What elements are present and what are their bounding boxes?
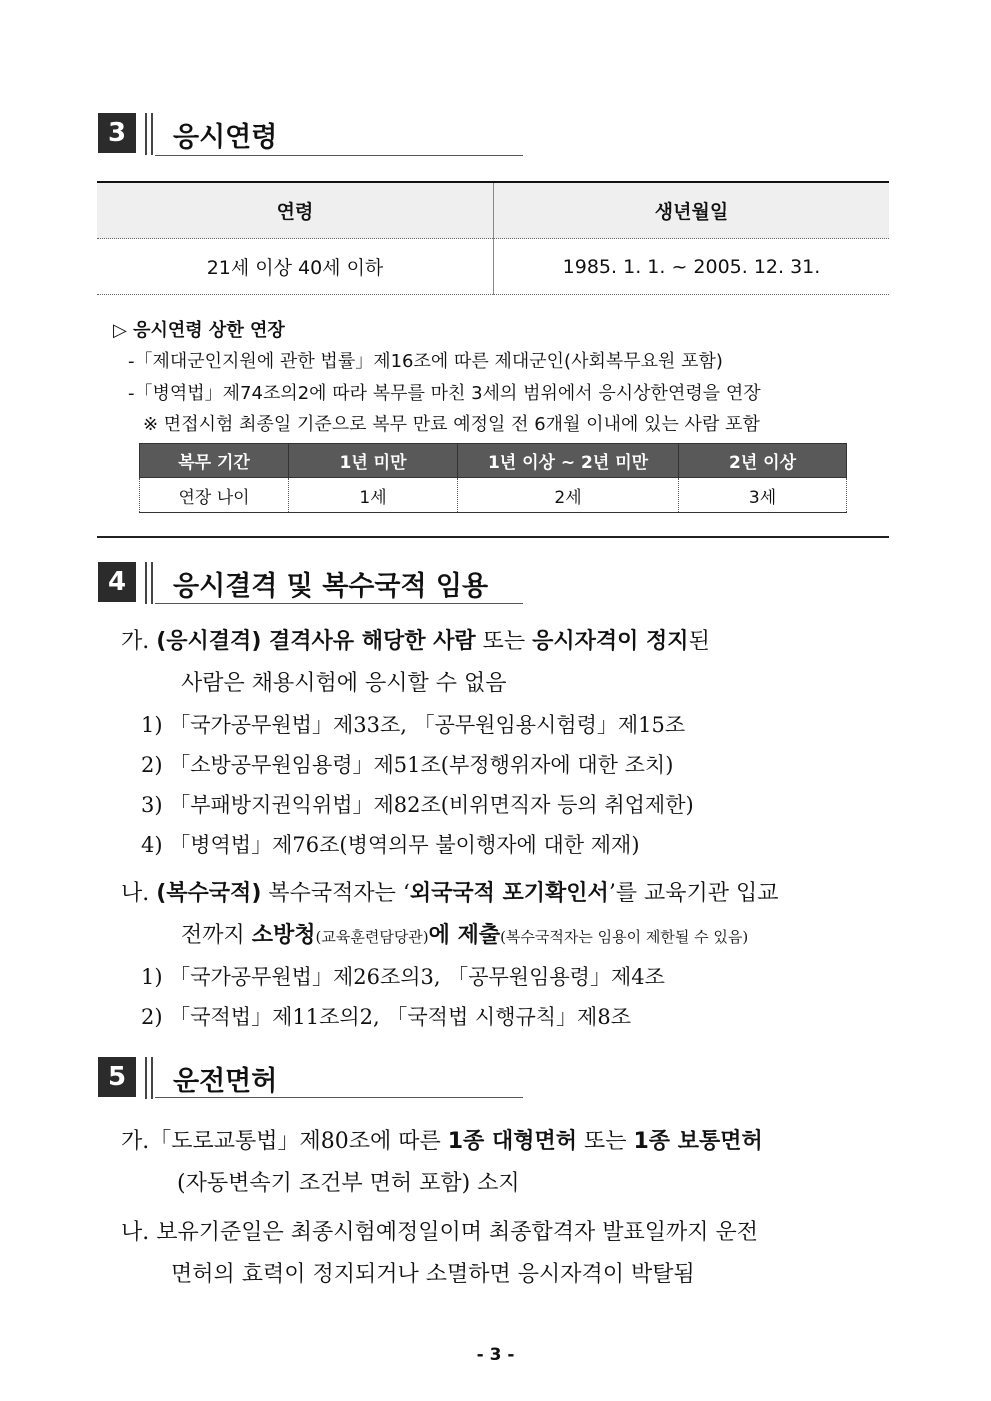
s4-ga-mid: 또는 [475, 629, 533, 654]
section-4-title: 응시결격 및 복수국적 임용 [173, 571, 489, 602]
s4-ga-bold-1: (응시결격) 결격사유 해당한 사람 [156, 629, 476, 654]
section-5-bars [145, 1057, 153, 1099]
s5-ga-bold-2: 1종 보통면허 [633, 1129, 763, 1154]
s4-ga-bold-2: 응시자격이 정지 [532, 629, 689, 654]
ext-header-1to2: 1년 이상 ~ 2년 미만 [458, 444, 679, 478]
s5-ga-mid: 또는 [576, 1129, 634, 1154]
s4-na-l2-small-1: (교육훈련담당관) [315, 928, 429, 946]
age-cell-birth: 1985. 1. 1. ~ 2005. 12. 31. [494, 239, 890, 295]
age-header-age: 연령 [97, 182, 494, 239]
s4-ga-suffix: 된 [688, 629, 710, 654]
section-3-underline [155, 155, 523, 156]
s4-na-suffix: ’를 교육기관 입교 [608, 881, 779, 906]
s4-na-mid: 복수국적자는 ‘ [261, 881, 410, 906]
s4-ga-prefix: 가. [121, 629, 157, 654]
section-5-underline [155, 1097, 523, 1098]
ext-cell-label: 연장 나이 [140, 478, 289, 513]
section-4-underline [155, 603, 523, 604]
age-cell-age: 21세 이상 40세 이하 [97, 239, 494, 295]
s4-ga-line-2: 사람은 채용시험에 응시할 수 없음 [181, 671, 507, 696]
extension-heading: ▷ 응시연령 상한 연장 [113, 320, 285, 341]
ext-header-over2: 2년 이상 [679, 444, 847, 478]
s4-na-bold-1: (복수국적) [156, 881, 262, 906]
s4-na-bold-2: 외국국적 포기확인서 [409, 881, 609, 906]
s4-ga-line-1 [121, 624, 710, 655]
section-4-number: 4 [98, 562, 136, 602]
section-4-bars [145, 562, 153, 604]
page-number: - 3 - [476, 1345, 515, 1365]
s5-ga-line-1 [121, 1124, 763, 1155]
section-5-title: 운전면허 [173, 1066, 278, 1097]
age-header-birth: 생년월일 [494, 182, 890, 239]
s4-ga-item-3: 3) 「부패방지권익위법」제82조(비위면직자 등의 취업제한) [141, 793, 694, 817]
s4-ga-item-4: 4) 「병역법」제76조(병역의무 불이행자에 대한 제재) [141, 833, 640, 857]
s4-na-l2-bold-2: 에 제출 [428, 923, 501, 948]
s4-ga-item-1: 1) 「국가공무원법」제33조, 「공무원임용시험령」제15조 [141, 713, 686, 737]
extension-table [139, 443, 847, 513]
age-table [97, 181, 889, 295]
ext-cell-3: 3세 [679, 478, 847, 513]
s5-na-line-1: 나. 보유기준일은 최종시험예정일이며 최종합격자 발표일까지 운전 [121, 1220, 759, 1245]
section-divider [97, 536, 889, 538]
extension-line-1: -「제대군인지원에 관한 법률」제16조에 따른 제대군인(사회복무요원 포함) [128, 351, 723, 372]
ext-cell-2: 2세 [458, 478, 679, 513]
section-3-number: 3 [98, 113, 136, 153]
s4-na-item-1: 1) 「국가공무원법」제26조의3, 「공무원임용령」제4조 [141, 965, 665, 989]
s5-na-line-2: 면허의 효력이 정지되거나 소멸하면 응시자격이 박탈됨 [171, 1262, 695, 1287]
ext-header-period: 복무 기간 [140, 444, 289, 478]
s4-ga-item-2: 2) 「소방공무원임용령」제51조(부정행위자에 대한 조치) [141, 753, 674, 777]
s4-na-line-1 [121, 876, 779, 907]
s4-na-line-2 [181, 918, 748, 949]
s5-ga-bold-1: 1종 대형면허 [447, 1129, 577, 1154]
ext-header-under1: 1년 미만 [289, 444, 458, 478]
extension-note: ※ 면접시험 최종일 기준으로 복무 만료 예정일 전 6개월 이내에 있는 사람 포함 [143, 414, 760, 435]
s5-ga-line-2: (자동변속기 조건부 면허 포함) 소지 [177, 1171, 520, 1196]
section-5-number: 5 [98, 1057, 136, 1097]
extension-line-2: -「병역법」제74조의2에 따라 복무를 마친 3세의 범위에서 응시상한연령을 연장 [128, 383, 761, 404]
s4-na-prefix: 나. [121, 881, 157, 906]
s4-na-l2-small-2: (복수국적자는 임용이 제한될 수 있음) [500, 928, 749, 946]
s5-ga-prefix: 가.「도로교통법」제80조에 따른 [121, 1129, 448, 1154]
s4-na-item-2: 2) 「국적법」제11조의2, 「국적법 시행규칙」제8조 [141, 1005, 631, 1029]
ext-cell-1: 1세 [289, 478, 458, 513]
section-3-title: 응시연령 [173, 122, 278, 153]
s4-na-l2-a: 전까지 [181, 923, 252, 948]
s4-na-l2-bold-1: 소방청 [251, 923, 316, 948]
section-3-bars [145, 113, 153, 155]
